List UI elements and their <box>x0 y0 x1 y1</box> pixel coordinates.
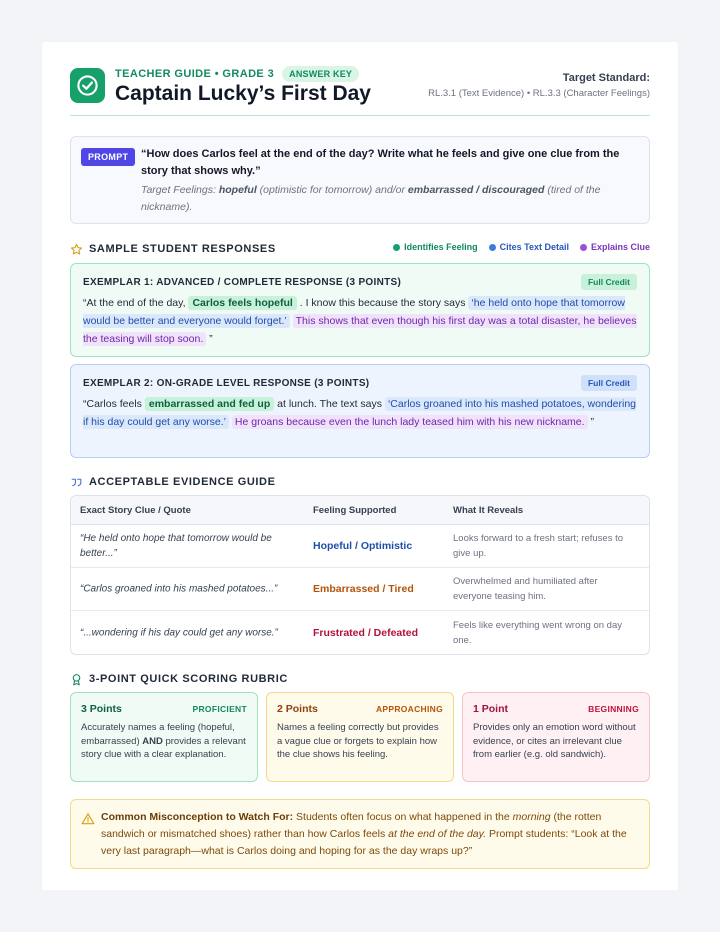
legend-label: Cites Text Detail <box>499 242 569 252</box>
rubric-description <box>81 721 247 762</box>
star-icon <box>70 243 83 256</box>
rubric-points: 2 Points <box>277 703 318 715</box>
sample-responses-title: SAMPLE STUDENT RESPONSES <box>89 243 276 255</box>
table-row <box>71 525 649 568</box>
check-circle-logo-icon <box>70 68 105 103</box>
rubric-points: 3 Points <box>81 703 122 715</box>
legend-label: Explains Clue <box>590 242 650 252</box>
misconception-text <box>101 809 641 860</box>
target-prefix: Target Feelings: <box>141 184 219 196</box>
sample-responses-heading <box>70 242 276 256</box>
feeling-highlight: embarrassed and fed up <box>145 397 274 411</box>
legend-identifies-feeling <box>393 242 478 252</box>
reveals-cell: Overwhelmed and humiliated after everyone teasing him. <box>453 576 598 602</box>
rubric-card-beginning <box>462 692 650 782</box>
answer-key-page <box>42 42 678 890</box>
header <box>70 66 650 116</box>
full-credit-badge: Full Credit <box>581 274 637 290</box>
rubric-description: Names a feeling correctly but provides a vague clue or forgets to explain how the clue shows his feeling. <box>277 722 439 760</box>
feeling-cell: Embarrassed / Tired <box>313 583 414 595</box>
text-detail-highlight: ‘Carlos groaned into his mashed potatoes, wondering if his day could get any worse.’ <box>83 398 637 428</box>
reveals-cell: Feels like everything went wrong on day one. <box>453 619 622 646</box>
misconception-label: Common Misconception to Watch For: <box>101 811 294 823</box>
rubric-level: APPROACHING <box>375 704 443 714</box>
target-note-1: (optimistic for tomorrow) and/or <box>256 184 408 196</box>
quote-cell: “He held onto hope that tomorrow would be better...” <box>80 533 272 559</box>
legend-dot-green <box>393 244 400 251</box>
standard-value: RL.3.1 (Text Evidence) • RL.3.3 (Character Feelings) <box>428 88 650 99</box>
rubric-points: 1 Point <box>473 703 509 715</box>
prompt-question: “How does Carlos feel at the end of the day? Write what he feels and give one clue from the story that shows why.” <box>141 148 620 177</box>
prompt-badge: PROMPT <box>81 148 135 166</box>
highlight-legend <box>393 242 650 252</box>
text-detail-highlight: ‘he held onto hope that tomorrow would be better and everyone would forget.’ <box>83 297 625 327</box>
rubric-card-approaching <box>266 692 454 782</box>
explanation-highlight: He groans because even the lunch lady teased him with his new nickname. <box>232 415 588 429</box>
legend-explains-clue <box>580 242 650 252</box>
legend-dot-purple <box>580 244 587 251</box>
rubric-description: Provides only an emotion word without evidence, or cites an irrelevant clue from earlier (e.g. old sandwich). <box>473 722 636 760</box>
rubric-text: Accurately names a feeling (hopeful, embarrassed) <box>81 722 235 747</box>
exemplar-1-title: EXEMPLAR 1: ADVANCED / COMPLETE RESPONSE (3 POINTS) <box>83 276 402 288</box>
grade-label: TEACHER GUIDE • GRADE 3 <box>115 68 275 80</box>
exemplar-1-card <box>70 263 650 357</box>
rubric-title: 3-POINT QUICK SCORING RUBRIC <box>89 673 288 685</box>
rubric-card-proficient <box>70 692 258 782</box>
misconception-callout <box>70 799 650 869</box>
response-text: “At the end of the day, <box>83 297 189 309</box>
rubric-level: PROFICIENT <box>192 704 247 714</box>
page-title: Captain Lucky’s First Day <box>115 82 371 105</box>
full-credit-badge: Full Credit <box>581 375 637 391</box>
target-feelings <box>141 182 636 216</box>
rubric-heading <box>70 672 288 686</box>
rubric-level: BEGINNING <box>588 704 639 714</box>
misconception-body: (the rotten sandwich or mismatched shoes) rather than how Carlos feels <box>101 811 602 840</box>
misconception-emphasis: at the end of the day. <box>388 828 487 840</box>
legend-label: Identifies Feeling <box>404 242 478 252</box>
warning-icon <box>81 812 95 826</box>
evidence-guide-heading <box>70 475 276 489</box>
table-row <box>71 611 649 654</box>
response-text: “Carlos feels <box>83 398 145 410</box>
exemplar-1-response <box>83 294 637 348</box>
response-text: ” <box>206 333 213 345</box>
prompt-box <box>70 136 650 224</box>
exemplar-2-response <box>83 395 637 431</box>
response-text: . I know this because the story says <box>296 297 469 309</box>
table-header <box>71 496 649 525</box>
answer-key-badge: ANSWER KEY <box>282 66 359 82</box>
target-note-2: (tired of the nickname). <box>141 184 601 213</box>
quote-cell: “...wondering if his day could get any worse.” <box>80 627 278 638</box>
feeling-cell: Hopeful / Optimistic <box>313 540 413 552</box>
target-feeling-hopeful: hopeful <box>218 184 257 196</box>
target-feeling-embarrassed: embarrassed / discouraged <box>407 184 545 196</box>
rubric-text: provides a relevant story clue with a clear explanation. <box>81 735 246 760</box>
feeling-highlight: Carlos feels hopeful <box>188 296 296 310</box>
quote-icon <box>70 476 83 489</box>
response-text: at lunch. The text says <box>274 398 385 410</box>
target-standard <box>428 72 650 99</box>
legend-dot-blue <box>489 244 496 251</box>
exemplar-2-title: EXEMPLAR 2: ON-GRADE LEVEL RESPONSE (3 POINTS) <box>83 377 370 389</box>
feeling-cell: Frustrated / Defeated <box>313 626 419 639</box>
table-row <box>71 568 649 611</box>
column-header-reveals: What It Reveals <box>453 505 524 516</box>
explanation-highlight: This shows that even though his first day was a total disaster, he believes the teasing will stop soon. <box>83 315 637 345</box>
reveals-cell: Looks forward to a fresh start; refuses to give up. <box>453 533 624 559</box>
evidence-guide-title: ACCEPTABLE EVIDENCE GUIDE <box>89 476 276 488</box>
column-header-feeling: Feeling Supported <box>313 505 397 516</box>
rubric-emphasis: AND <box>142 735 163 747</box>
legend-cites-detail <box>489 242 569 252</box>
quote-cell: “Carlos groaned into his mashed potatoes...” <box>80 583 278 595</box>
misconception-body: Students often focus on what happened in the <box>293 811 513 823</box>
standard-label: Target Standard: <box>562 72 650 84</box>
response-text: ” <box>587 416 594 428</box>
misconception-emphasis: morning <box>512 811 551 823</box>
award-ribbon-icon <box>70 673 83 686</box>
eyebrow <box>115 66 359 82</box>
exemplar-2-card <box>70 364 650 458</box>
evidence-table <box>70 495 650 655</box>
misconception-body: Prompt students: “Look at the very last paragraph—what is Carlos doing and hoping for as the day wraps up?” <box>101 828 627 857</box>
column-header-quote: Exact Story Clue / Quote <box>80 505 191 516</box>
